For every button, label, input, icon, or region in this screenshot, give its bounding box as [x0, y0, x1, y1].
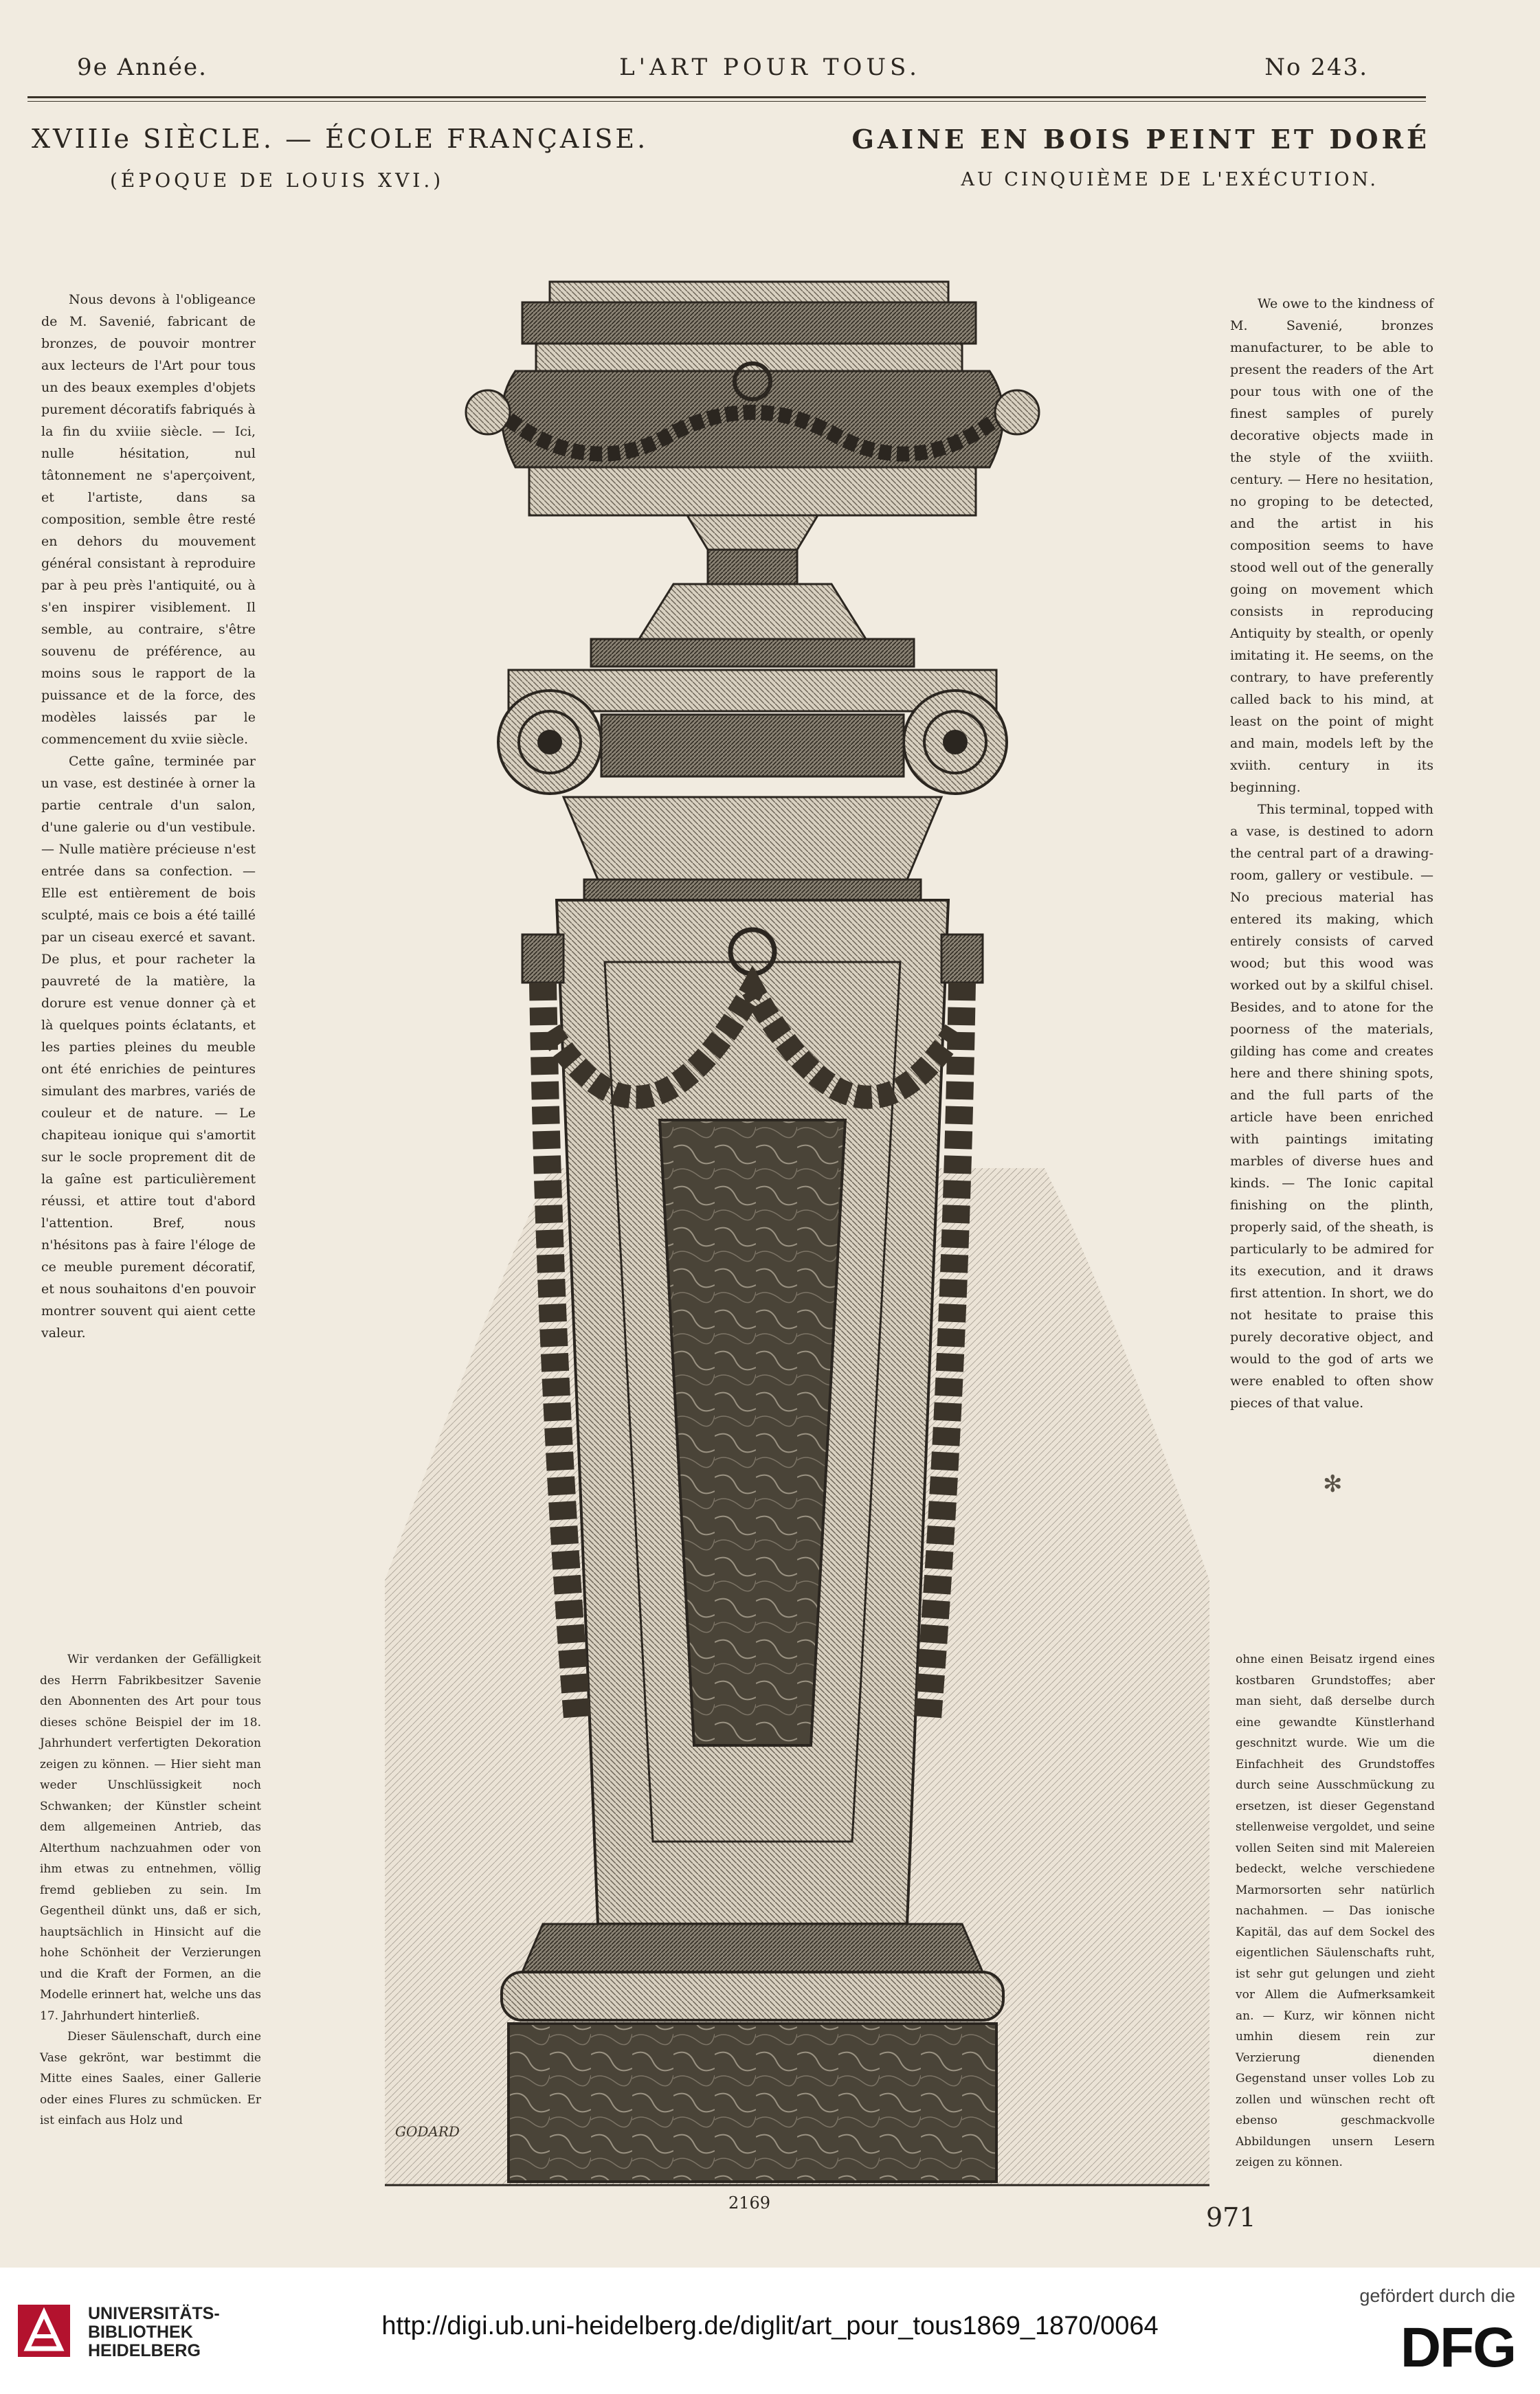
- german-paragraph-2: Dieser Säulenschaft, durch eine Vase gekrönt, war bestimmt die Mitte eines Saales, einer Gallerie oder eines Flures zu schmücken. Er ist einfach aus Holz und: [40, 2030, 261, 2127]
- running-head-number: No 243.: [1264, 54, 1368, 81]
- title-scale: AU CINQUIÈME DE L'EXÉCUTION.: [961, 169, 1379, 190]
- engraver-signature: GODARD: [395, 2123, 460, 2140]
- digitization-footer: [0, 2268, 1540, 2394]
- pedestal-engraving: [385, 275, 1209, 2199]
- running-head-year: 9e Année.: [77, 54, 208, 81]
- title-object: GAINE EN BOIS PEINT ET DORÉ: [851, 124, 1430, 155]
- german-paragraph-3: ohne einen Beisatz irgend eines kostbaren Grundstoffes; aber man sieht, daß derselbe durch eine gewandte Künstlerhand geschnitzt wurde. Wie um die Einfachheit des Grundstoffes durch seine Ausschmückung zu ersetzen, ist dieser Gegenstand stellenweise vergoldet, und seine vollen Seiten sind mit Malereien bedeckt, welche verschiedene Marmorsorten sehr natürlich nachahmen. — Das ionische Kapitäl, das auf dem Sockel des eigentlichen Säulenschafts ruht, ist sehr gut gelungen und zieht vor Allem die Aufmerksamkeit an. — Kurz, wir können nicht umhin diesem rein zur Verzierung dienenden Gegenstand unser volles Lob zu zollen und wünschen recht oft ebenso geschmackvolle Abbildungen unsern Lesern zeigen zu können.: [1236, 1653, 1435, 2169]
- running-head-title: L'ART POUR TOUS.: [619, 54, 921, 81]
- funded-by-label: gefördert durch die: [1359, 2285, 1515, 2306]
- title-epoch: (ÉPOQUE DE LOUIS XVI.): [110, 169, 445, 192]
- title-period: XVIIIe SIÈCLE. — ÉCOLE FRANÇAISE.: [32, 124, 649, 154]
- university-name-line-1: UNIVERSITÄTS-: [88, 2304, 220, 2323]
- ornament-star-icon: ✻: [1323, 1470, 1343, 1498]
- english-paragraph-2: This terminal, topped with a vase, is destined to adorn the central part of a drawing-room, gallery or vestibule. — No precious material has entered its making, which entirely consists of carved wood; but this wood was worked out by a skilful chisel. Besides, and to atone for the poorness of the materials, gilding has come and creates here and there shining spots, and the full parts of the article have been enriched with paintings imitating marbles of diverse hues and kinds. — The Ionic capital finishing on the plinth, properly said, of the sheath, is particularly to be admired for its execution, and it draws first attention. In short, we do not hesitate to praise this purely decorative object, and would to the god of arts we were enabled to often show pieces of that value.: [1230, 802, 1433, 1411]
- german-paragraph-1: Wir verdanken der Gefälligkeit des Herrn Fabrikbesitzer Savenie den Abonnenten des Art pour tous dieses schöne Beispiel der im 18. Jahrhundert verfertigten Dekoration zeigen zu können. — Hier sieht man weder Unschlüssigkeit noch Schwanken; der Künstler scheint dem allgemeinen Antrieb, das Alterthum nachzuahmen oder von ihm etwas zu entnehmen, völlig fremd geblieben zu sein. Im Gegentheil dünkt uns, daß er sich, hauptsächlich in Hinsicht auf die hohe Schönheit der Verzierungen und die Kraft der Formen, an die Modelle erinnert hat, welche uns das 17. Jahrhundert hinterließ.: [40, 1653, 261, 2023]
- header-rule: [27, 96, 1426, 98]
- french-text-column: [41, 289, 256, 1344]
- english-text-column: [1230, 293, 1433, 1414]
- university-name-line-3: HEIDELBERG: [88, 2341, 201, 2360]
- german-text-column-left: [40, 1649, 261, 2132]
- french-paragraph-2: Cette gaîne, terminée par un vase, est destinée à orner la partie centrale d'un salon, d'une galerie ou d'un vestibule. — Nulle matière précieuse n'est entrée dans sa confection. — Elle est entièrement de bois sculpté, mais ce bois a été taillé par un ciseau exercé et savant. De plus, et pour racheter la pauvreté de la matière, la dorure est venue donner çà et là quelques points éclatants, et les parties pleines du meuble ont été enrichies de peintures simulant des marbres, variés de couleur et de nature. — Le chapiteau ionique qui s'amortit sur le socle proprement dit de la gaîne est particulièrement réussi, et attire tout d'abord l'attention. Bref, nous n'hésitons pas à faire l'éloge de ce meuble purement décoratif, et nous souhaitons d'en pouvoir montrer souvent qui aient cette valeur.: [41, 754, 256, 1341]
- dfg-logo[interactable]: DFG: [1400, 2316, 1515, 2379]
- german-text-column-right: [1236, 1649, 1435, 2173]
- permalink-url[interactable]: http://digi.ub.uni-heidelberg.de/diglit/art_pour_tous1869_1870/0064: [381, 2312, 1159, 2340]
- header-rule-thin: [27, 101, 1426, 102]
- english-paragraph-1: We owe to the kindness of M. Savenié, bronzes manufacturer, to be able to present the readers of the Art pour tous with one of the finest samples of purely decorative objects made in the style of the xviiith. century. — Here no hesitation, no groping to be detected, and the artist in his composition seems to have stood well out of the generally going on movement which consists in reproducing Antiquity by stealth, or openly imitating it. He seems, on the contrary, to have preferently called back to his mind, at least on the point of might and main, models left by the xviith. century in its beginning.: [1230, 296, 1433, 795]
- university-name-line-2: BIBLIOTHEK: [88, 2323, 193, 2342]
- french-paragraph-1: Nous devons à l'obligeance de M. Savenié, fabricant de bronzes, de pouvoir montrer aux lecteurs de l'Art pour tous un des beaux exemples d'objets purement décoratifs fabriqués à la fin du xviiie siècle. — Ici, nulle hésitation, nul tâtonnement ne s'aperçoivent, et l'artiste, dans sa composition, semble être resté en dehors du mouvement général consistant à reproduire par à peu près l'antiquité, ou à s'en inspirer visiblement. Il semble, au contraire, s'être souvenu de préférence, au moins sous le rapport de la puissance et de la force, des modèles laissés par le commencement du xviie siècle.: [41, 292, 256, 747]
- page-number: 971: [1206, 2202, 1256, 2233]
- plate-number: 2169: [728, 2193, 771, 2213]
